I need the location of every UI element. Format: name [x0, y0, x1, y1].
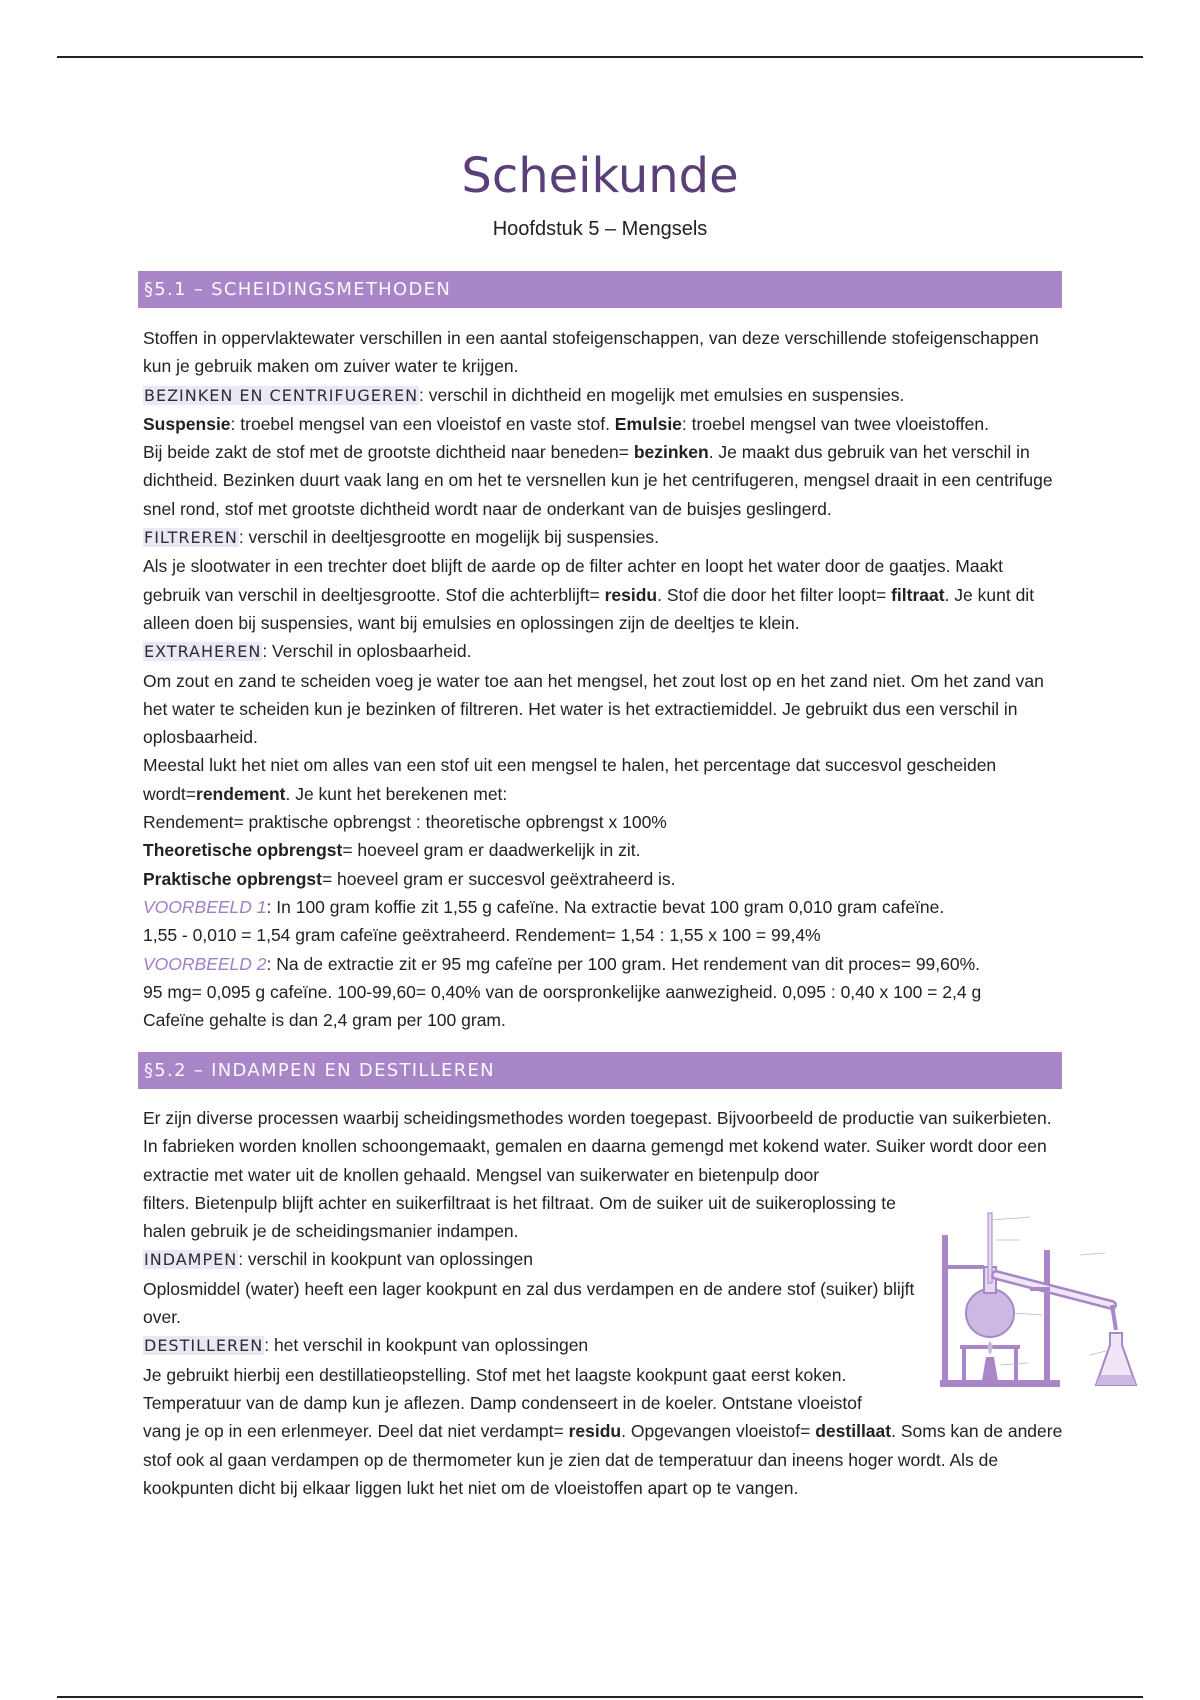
text: . Je maakt dus gebruik van het verschil in dichtheid. Bezinken duurt vaak lang en om het te versnellen kun je het centrifugeren, mengsel draait in een centrifuge snel rond, stof met grootste dichtheid wordt naar de onderkant van de buisjes geslingerd. [143, 442, 1053, 519]
paragraph-destilleren-explanation: Je gebruikt hierbij een destillatieopstelling. Stof met het laagste kookpunt gaat eerst koken. Temperatuur van de damp kun je aflezen. Damp condenseert in de koeler. Ontstane vloeistof [143, 1364, 862, 1413]
paragraph-praktische-opbrengst [143, 865, 1063, 893]
keyword-indampen: INDAMPEN [144, 1250, 238, 1270]
text: : troebel mengsel van een vloeistof en vaste stof. [230, 413, 615, 434]
paragraph-extraheren-definition [143, 637, 1063, 666]
text: Meestal lukt het niet om alles van een stof uit een mengsel te halen, het percentage dat succesvol gescheiden wordt= [143, 755, 997, 804]
text: : troebel mengsel van twee vloeistoffen. [681, 413, 990, 434]
paragraph-intro-5-2-continued: filters. Bietenpulp blijft achter en suikerfiltraat is het filtraat. Om de suiker uit de suikeroplossing te halen gebruik je de scheidingsmanier indampen. [143, 1192, 896, 1242]
paragraph-destillaat [143, 1417, 1063, 1502]
text: . Opgevangen vloeistof= [621, 1421, 816, 1442]
paragraph-extraheren-explanation: Om zout en zand te scheiden voeg je water toe aan het mengsel, het zout lost op en het zand niet. Om het zand van het water te scheiden kun je bezinken of filtreren. Het water is het extractiemiddel. Je gebruikt dus een verschil in oplosbaarheid. [143, 670, 1044, 748]
text-column-beside-figure [143, 1189, 918, 1417]
paragraph-theoretische-opbrengst [143, 836, 1063, 864]
text: Bij beide zakt de stof met de grootste dichtheid naar beneden= [143, 442, 634, 463]
paragraph-indampen-definition [143, 1245, 918, 1274]
term-emulsie: Emulsie [614, 413, 682, 434]
text: . Je kunt dit alleen doen bij suspensies, want bij emulsies en oplossingen zijn de deeltjes te klein. [143, 584, 1035, 633]
paragraph-intro-5-2: Er zijn diverse processen waarbij scheidingsmethodes worden toegepast. Bijvoorbeeld de productie van suikerbieten. In fabrieken worden knollen schoongemaakt, gemalen en daarna gemengd met kokend water. Suiker wordt door een extractie met water uit de knollen gehaald. Mengsel van suikerwater en bietenpulp door [143, 1108, 1052, 1185]
text: : Verschil in oplosbaarheid. [262, 641, 472, 662]
text: : verschil in deeltjesgrootte en mogelijk bij suspensies. [238, 527, 660, 548]
text: : het verschil in kookpunt van oplossingen [264, 1335, 589, 1356]
text: : verschil in kookpunt van oplossingen [238, 1249, 533, 1270]
paragraph-filtreren-definition [143, 523, 1063, 552]
term-destillaat: destillaat [815, 1421, 892, 1442]
section-5-2-body [143, 1104, 1063, 1502]
text: : Na de extractie zit er 95 mg cafeïne per 100 gram. Het rendement van dit proces= 99,60%. [266, 953, 981, 974]
section-5-1-body [143, 324, 1063, 1034]
document-title: Scheikunde [461, 148, 739, 204]
section-heading-5-2: §5.2 – INDAMPEN EN DESTILLEREN [138, 1052, 1062, 1089]
bottom-rule [57, 1696, 1143, 1698]
example-1-calculation: 1,55 - 0,010 = 1,54 gram cafeïne geëxtraheerd. Rendement= 1,54 : 1,55 x 100 = 99,4% [143, 925, 821, 946]
example-2 [143, 950, 1063, 978]
example-1-label: VOORBEELD 1 [143, 896, 267, 917]
term-rendement: rendement [196, 783, 286, 804]
text: : verschil in dichtheid en mogelijk met emulsies en suspensies. [419, 384, 905, 405]
paragraph-rendement [143, 751, 1063, 808]
term-residu: residu [568, 1421, 622, 1442]
formula-rendement: Rendement= praktische opbrengst : theoretische opbrengst x 100% [143, 812, 667, 833]
text: . Stof die door het filter loopt= [657, 584, 892, 605]
section-heading-5-1: §5.1 – SCHEIDINGSMETHODEN [138, 271, 1062, 308]
term-filtraat: filtraat [891, 584, 945, 605]
text: Als je slootwater in een trechter doet blijft de aarde op de filter achter en loopt het water door de gaatjes. Maakt gebruik van verschil in deeltjesgrootte. Stof die achterblijft= [143, 556, 1003, 605]
text: vang je op in een erlenmeyer. Deel dat niet verdampt= [143, 1421, 569, 1442]
top-rule [57, 56, 1143, 58]
paragraph-indampen-explanation: Oplosmiddel (water) heeft een lager kookpunt en zal dus verdampen en de andere stof (suiker) blijft over. [143, 1278, 915, 1328]
example-2-label: VOORBEELD 2 [143, 953, 267, 974]
text: = hoeveel gram er succesvol geëxtraheerd is. [321, 868, 676, 889]
term-theoretische-opbrengst: Theoretische opbrengst [143, 840, 343, 861]
document-subtitle: Hoofdstuk 5 – Mengsels [492, 218, 708, 240]
text: = hoeveel gram er daadwerkelijk in zit. [342, 840, 641, 861]
keyword-extraheren: EXTRAHEREN [144, 642, 262, 662]
keyword-bezinken: BEZINKEN EN CENTRIFUGEREN [144, 385, 419, 405]
text: : In 100 gram koffie zit 1,55 g cafeïne. Na extractie bevat 100 gram 0,010 gram cafeïne. [266, 896, 945, 917]
term-bezinken: bezinken [633, 442, 709, 463]
paragraph-bezinken-definition [143, 381, 1063, 410]
paragraph-intro: Stoffen in oppervlaktewater verschillen in een aantal stofeigenschappen, van deze verschillende stofeigenschappen kun je gebruik maken om zuiver water te krijgen. [143, 328, 1039, 377]
example-2-calculation: 95 mg= 0,095 g cafeïne. 100-99,60= 0,40% van de oorspronkelijke aanwezigheid. 0,095 : 0,40 x 100 = 2,4 g [143, 981, 982, 1002]
term-praktische-opbrengst: Praktische opbrengst [143, 868, 322, 889]
paragraph-destilleren-definition [143, 1331, 918, 1360]
paragraph-bezinken-explanation [143, 438, 1063, 523]
keyword-filtreren: FILTREREN [144, 528, 238, 548]
text: . Je kunt het berekenen met: [285, 783, 508, 804]
distillation-apparatus-icon [930, 1195, 1140, 1395]
text: . Soms kan de andere stof ook al gaan verdampen op de thermometer kun je zien dat de temperatuur dan ineens hoger wordt. Als de kookpunten dicht bij elkaar liggen lukt het niet om de vloeistoffen apart op te vangen. [143, 1421, 1063, 1498]
keyword-destilleren: DESTILLEREN [144, 1336, 264, 1356]
paragraph-filtreren-explanation [143, 552, 1063, 637]
example-1 [143, 893, 1063, 921]
example-2-result: Cafeïne gehalte is dan 2,4 gram per 100 gram. [143, 1010, 506, 1031]
paragraph-suspensie-emulsie [143, 410, 1063, 438]
term-residu: residu [604, 584, 658, 605]
term-suspensie: Suspensie [143, 413, 231, 434]
